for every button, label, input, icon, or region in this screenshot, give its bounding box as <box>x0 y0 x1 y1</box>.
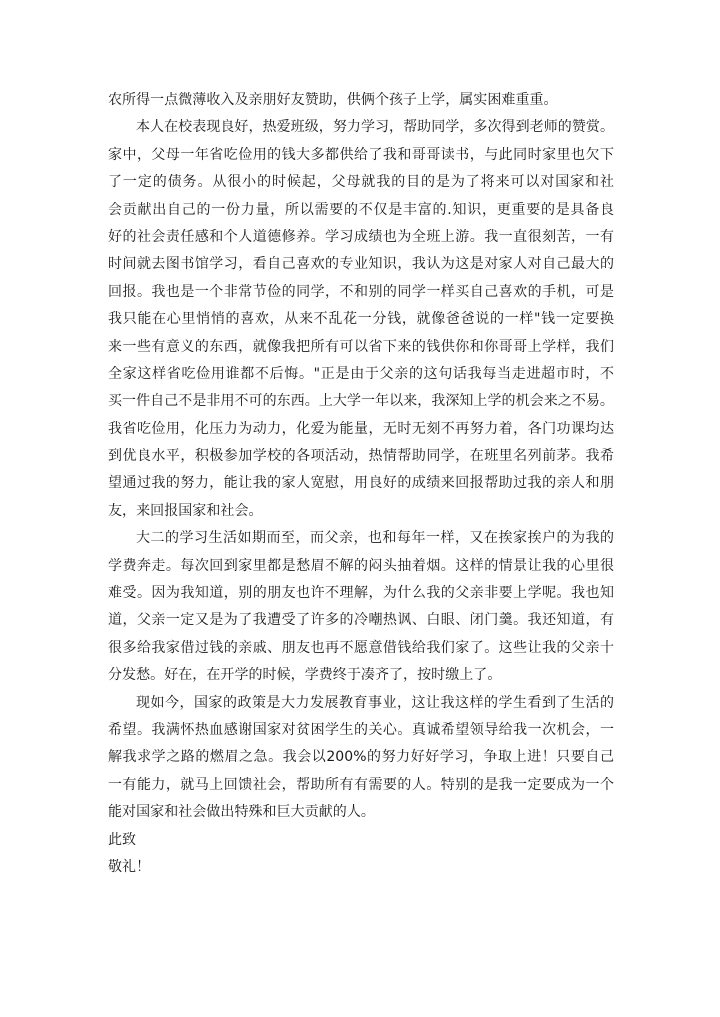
text-line: 能对国家和社会做出特殊和巨大贡献的人。 <box>108 804 375 821</box>
text-line: 道，父亲一定又是为了我遭受了许多的冷嘲热讽、白眼、闭门羹。我还知道，有 <box>108 612 614 629</box>
text-line: 学费奔走。每次回到家里都是愁眉不解的闷头抽着烟。这样的情景让我的心里很 <box>108 557 614 574</box>
text-line: 时间就去图书馆学习，看自己喜欢的专业知识，我认为这是对家人对自己最大的 <box>108 256 614 273</box>
text-line: 很多给我家借过钱的亲戚、朋友也再不愿意借钱给我们家了。这些让我的父亲十 <box>108 639 614 656</box>
text-line: 此致 <box>108 831 137 848</box>
text-line: 友，来回报国家和社会。 <box>108 502 263 519</box>
text-line: 本人在校表现良好，热爱班级，努力学习，帮助同学，多次得到老师的赞赏。 <box>136 119 614 136</box>
text-line: 大二的学习生活如期而至，而父亲，也和每年一样，又在挨家挨户的为我的 <box>136 530 614 547</box>
text-line: 希望。我满怀热血感谢国家对贫困学生的关心。真诚希望领导给我一次机会，一 <box>108 721 614 738</box>
text-line: 我省吃俭用，化压力为动力，化爱为能量，无时无刻不再努力着，各门功课均达 <box>108 420 614 437</box>
text-line: 到优良水平，积极参加学校的各项活动，热情帮助同学，在班里名列前茅。我希 <box>108 448 614 465</box>
text-line: 好的社会责任感和个人道德修养。学习成绩也为全班上游。我一直很刻苦，一有 <box>108 228 614 245</box>
text-line: 买一件自己不是非用不可的东西。上大学一年以来，我深知上学的机会来之不易。 <box>108 393 614 410</box>
text-line: 回报。我也是一个非常节俭的同学，不和别的同学一样买自己喜欢的手机，可是 <box>108 283 614 300</box>
text-line: 全家这样省吃俭用谁都不后悔。"正是由于父亲的这句话我每当走进超市时，不 <box>108 365 614 382</box>
text-line: 敬礼！ <box>108 858 151 875</box>
text-line: 来一些有意义的东西，就像我把所有可以省下来的钱供你和你哥哥上学样，我们 <box>108 338 614 355</box>
text-line: 望通过我的努力，能让我的家人宽慰，用良好的成绩来回报帮助过我的亲人和朋 <box>108 475 614 492</box>
text-line: 一有能力，就马上回馈社会，帮助所有有需要的人。特别的是我一定要成为一个 <box>108 776 614 793</box>
text-line: 会贡献出自己的一份力量，所以需要的不仅是丰富的.知识，更重要的是具备良 <box>108 201 614 218</box>
text-line: 难受。因为我知道，别的朋友也许不理解，为什么我的父亲非要上学呢。我也知 <box>108 585 614 602</box>
text-line: 了一定的债务。从很小的时候起，父母就我的目的是为了将来可以对国家和社 <box>108 174 614 191</box>
letter-body <box>108 87 614 881</box>
text-line: 家中，父母一年省吃俭用的钱大多都供给了我和哥哥读书，与此同时家里也欠下 <box>108 146 614 163</box>
text-line: 农所得一点微薄收入及亲朋好友赞助，供俩个孩子上学，属实困难重重。 <box>108 92 558 108</box>
text-line: 现如今，国家的政策是大力发展教育事业，这让我这样的学生看到了生活的 <box>136 694 614 711</box>
text-line: 分发愁。好在，在开学的时候，学费终于凑齐了，按时缴上了。 <box>108 667 502 684</box>
text-line: 我只能在心里悄悄的喜欢，从来不乱花一分钱，就像爸爸说的一样"钱一定要换 <box>108 311 614 328</box>
text-line: 解我求学之路的燃眉之急。我会以200%的努力好好学习，争取上进！只要自己 <box>108 749 614 766</box>
